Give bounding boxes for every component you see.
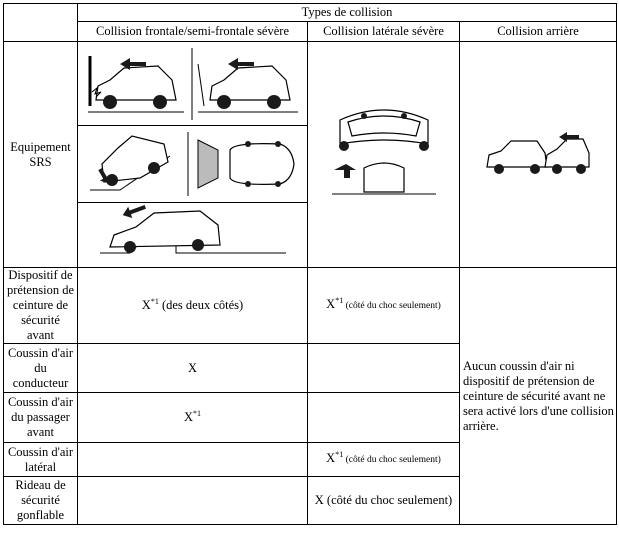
- lateral-collision-illustration: [324, 100, 444, 210]
- rear-collision-illustration: [483, 131, 593, 179]
- corner-cell: [4, 4, 78, 42]
- driver-airbag-lateral: [308, 344, 460, 393]
- pretensioner-frontal-mark: X: [141, 298, 151, 312]
- side-airbag-lateral-note: (côté du choc seulement): [343, 455, 441, 465]
- passenger-airbag-frontal-mark: X: [183, 410, 194, 424]
- row-label-srs: Equipement SRS: [4, 42, 78, 268]
- rear-collision-note: Aucun coussin d'air ni dispositif de prétension de ceinture de sécurité avant ne sera activé lors d'une collision arrière.: [460, 268, 617, 525]
- underride-collision-illustration: [80, 205, 306, 265]
- side-airbag-lateral-footnote: *1: [335, 449, 344, 459]
- srs-collision-table: [3, 3, 617, 525]
- lateral-illustration-cell: [308, 42, 460, 268]
- side-airbag-lateral-mark: X: [326, 451, 336, 465]
- row-label-pretensioner: Dispositif de prétension de ceinture de sécurité avant: [4, 268, 78, 344]
- pretensioner-frontal: [78, 268, 308, 344]
- oblique-collision-illustration: [80, 128, 306, 200]
- frontal-illustration-2: [78, 126, 308, 203]
- curtain-lateral: X (côté du choc seulement): [308, 477, 460, 525]
- row-label-driver-airbag: Coussin d'air du conducteur: [4, 344, 78, 393]
- passenger-airbag-frontal-footnote: *1: [193, 408, 202, 418]
- pretensioner-lateral-note: (côté du choc seulement): [343, 301, 441, 311]
- row-label-curtain: Rideau de sécurité gonflable: [4, 477, 78, 525]
- row-label-passenger-airbag: Coussin d'air du passager avant: [4, 393, 78, 443]
- header-rear: Collision arrière: [460, 22, 617, 42]
- pretensioner-lateral-mark: X: [326, 297, 336, 311]
- side-airbag-frontal: [78, 443, 308, 477]
- frontal-illustration-1: [78, 42, 308, 126]
- header-frontal: Collision frontale/semi-frontale sévère: [78, 22, 308, 42]
- side-airbag-lateral: [308, 443, 460, 477]
- pretensioner-lateral: [308, 268, 460, 344]
- passenger-airbag-lateral: [308, 393, 460, 443]
- curtain-frontal: [78, 477, 308, 525]
- frontal-illustration-3: [78, 203, 308, 268]
- row-label-side-airbag: Coussin d'air latéral: [4, 443, 78, 477]
- pretensioner-frontal-note: (des deux côtés): [158, 298, 244, 312]
- pretensioner-lateral-footnote: *1: [335, 295, 344, 305]
- frontal-collision-illustration: [80, 44, 306, 124]
- passenger-airbag-frontal: [78, 393, 308, 443]
- rear-illustration-cell: [460, 42, 617, 268]
- pretensioner-frontal-footnote: *1: [150, 296, 159, 306]
- driver-airbag-frontal: X: [78, 344, 308, 393]
- header-collision-types: Types de collision: [78, 4, 617, 22]
- header-lateral: Collision latérale sévère: [308, 22, 460, 42]
